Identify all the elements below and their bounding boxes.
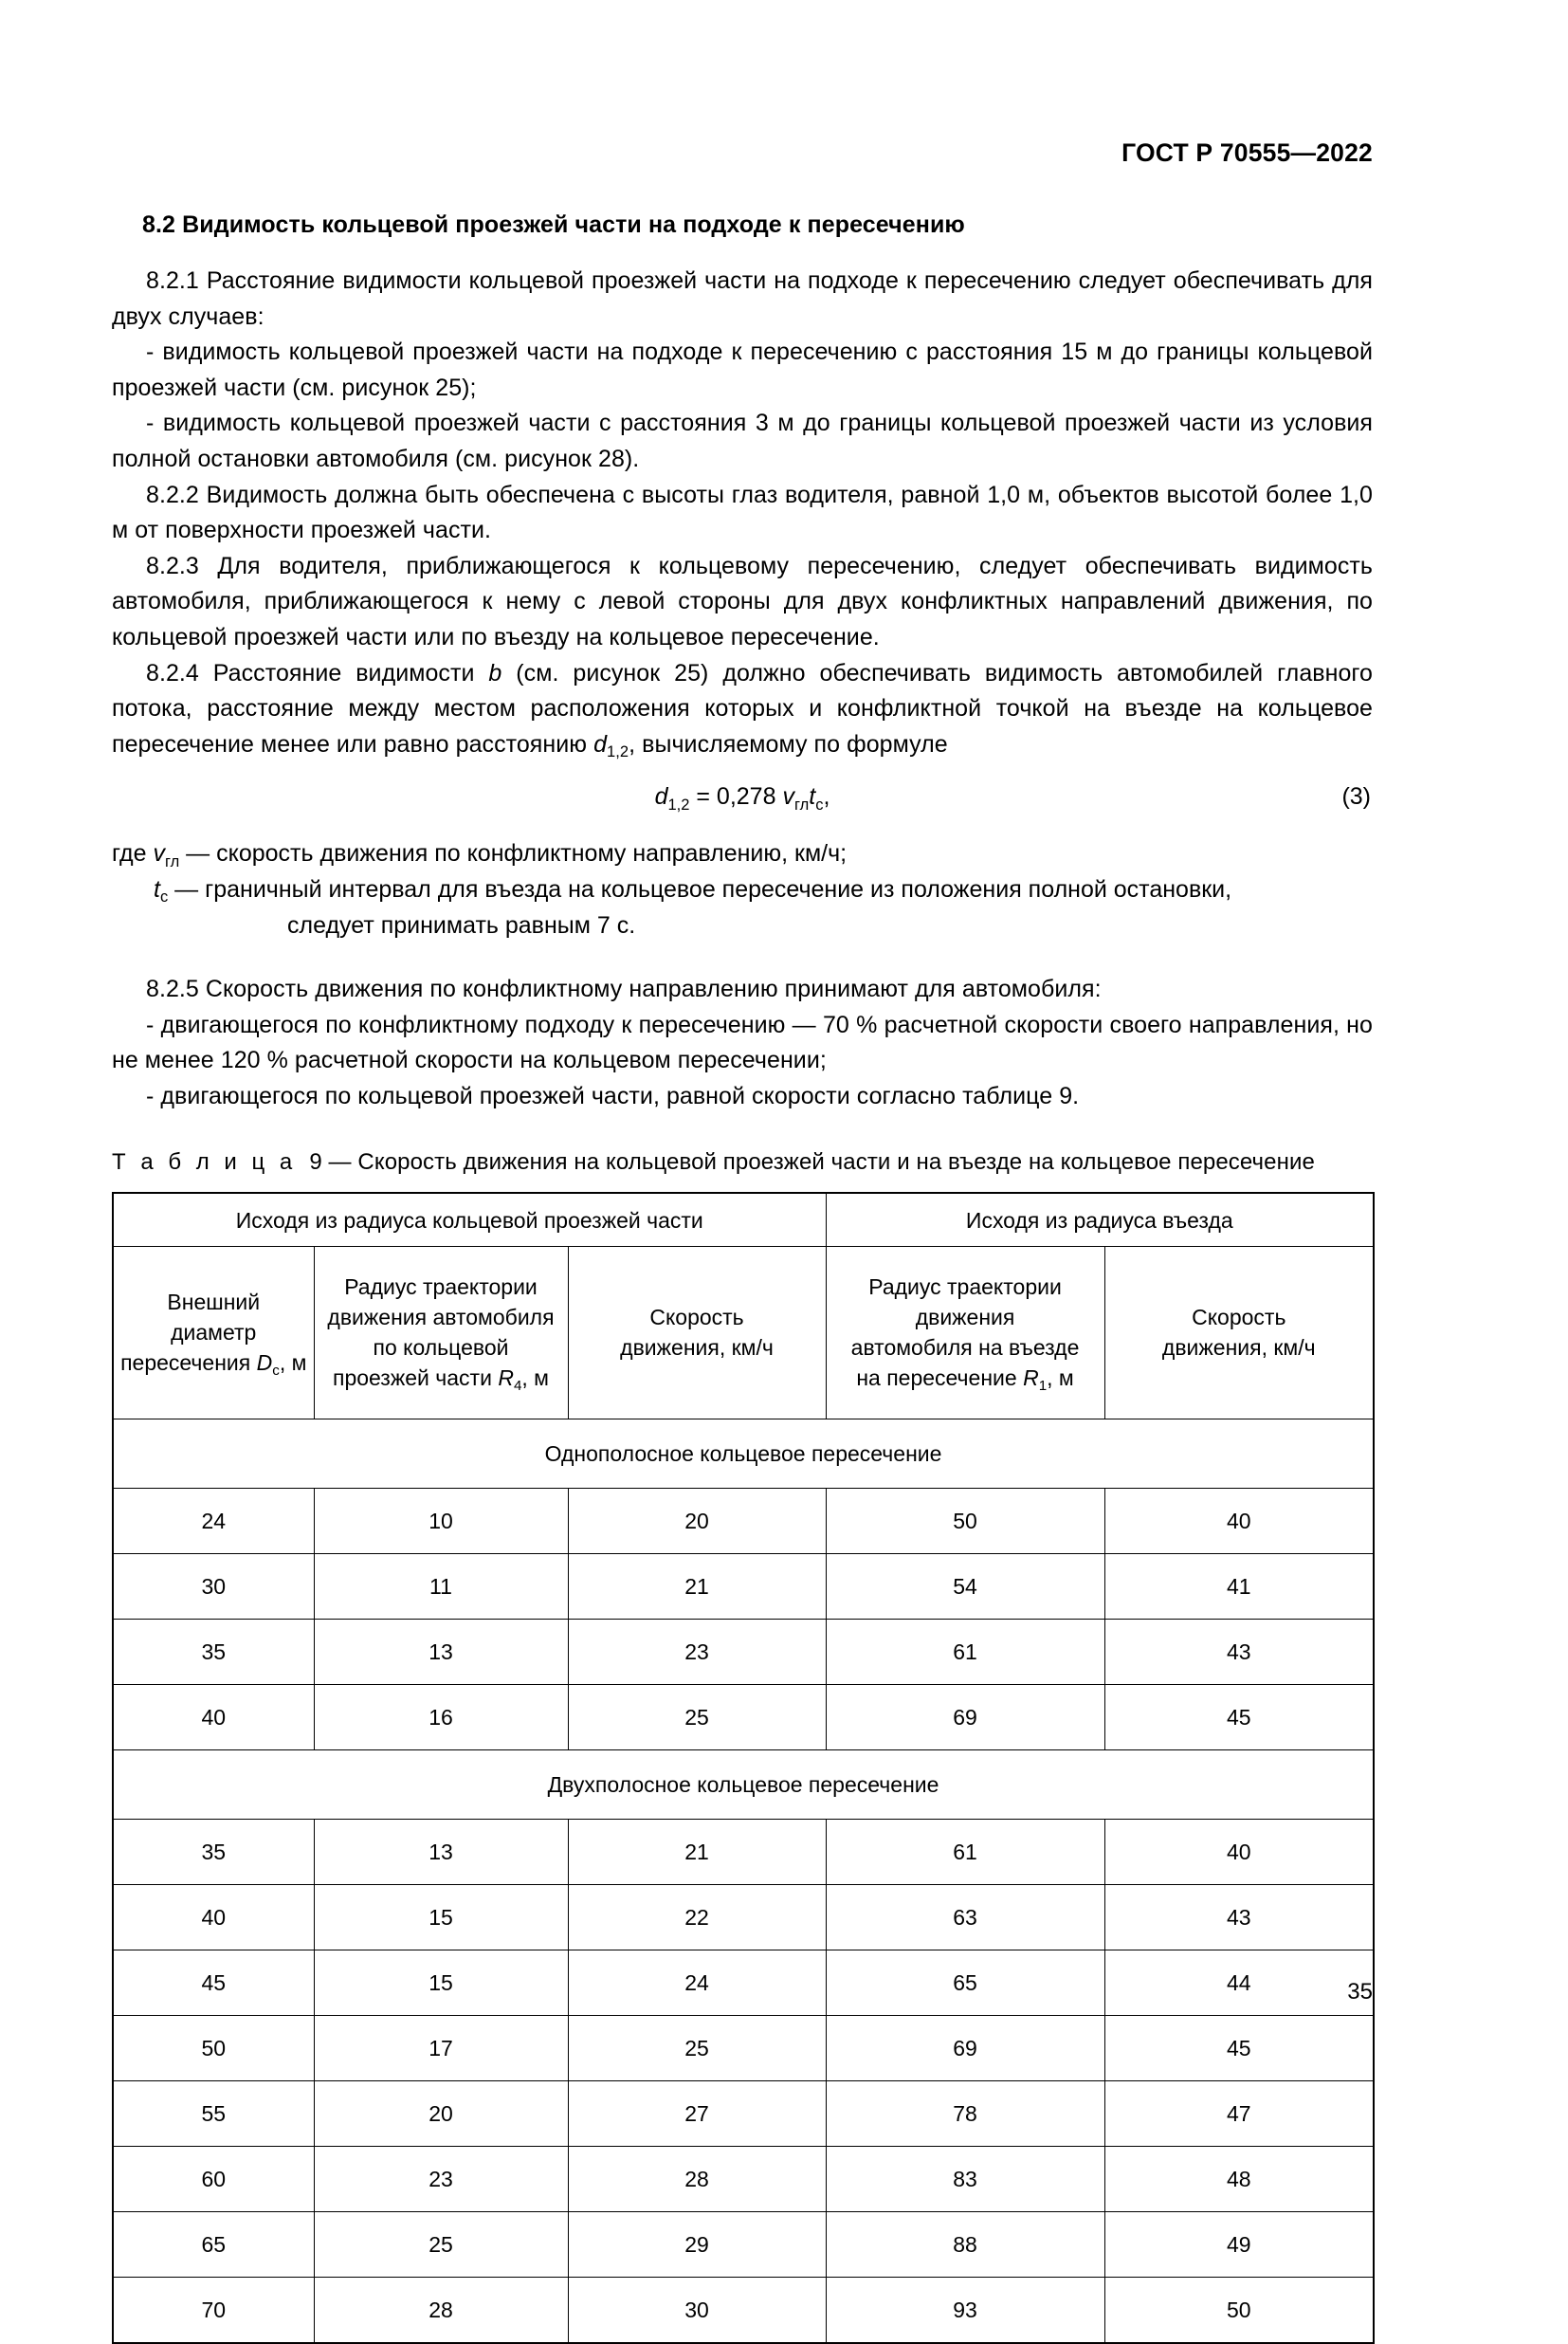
cell-ring-speed: 22 [568,1884,826,1950]
formula-lhs-var: d [654,783,668,811]
cell-entry-speed: 40 [1104,1819,1374,1884]
where-v-var: v [153,840,165,868]
body-text-block [112,264,1373,2344]
col-header-line-2: движения автомобиля [327,1305,555,1330]
where-t-var: t [154,875,160,903]
table-caption-space [297,1149,310,1175]
cell-entry-speed: 49 [1104,2211,1374,2277]
group-header-ring: Исходя из радиуса кольцевой проезжей части [113,1193,826,1246]
cell-entry-speed: 40 [1104,1488,1374,1553]
col-header-line-4: на пересечение [856,1365,1024,1391]
cell-entry-speed: 45 [1104,2015,1374,2080]
where-v-desc: — скорость движения по конфликтному направлению, км/ч; [179,840,848,868]
formula-comma: , [823,783,830,811]
col-header-sub: c [272,1363,280,1380]
list-item-dash-2: - видимость кольцевой проезжей части с расстояния 3 м до границы кольцевой проезжей части из условия полной остановки автомобиля (см. рисунок 28). [112,410,1373,472]
list-item-dash-1: - видимость кольцевой проезжей части на подходе к пересечению с расстояния 15 м до границы кольцевой проезжей части (см. рисунок 25); [112,339,1373,401]
p824-italic-d: d [593,730,608,758]
table-row [113,2146,1374,2211]
where-t-sub: с [159,888,169,906]
col-header-outer-diameter [113,1246,314,1419]
table-caption-dash: — [321,1149,358,1176]
col-header-ring-speed [568,1246,826,1419]
cell-entry-radius: 69 [826,1684,1104,1749]
formula-expression [112,783,1373,814]
cell-diameter: 30 [113,1553,314,1619]
table-row [113,2015,1374,2080]
col-header-sub: 4 [513,1378,522,1395]
paragraph-8-2-1: 8.2.1 Расстояние видимости кольцевой проезжей части на подходе к пересечению следует обеспечивать для двух случаев: [112,267,1373,330]
table-row [113,2277,1374,2343]
cell-diameter: 50 [113,2015,314,2080]
formula-row [112,762,1373,836]
cell-entry-radius: 54 [826,1553,1104,1619]
col-header-var: R [498,1365,514,1391]
table-row [113,1553,1374,1619]
col-header-line-4: проезжей части [332,1365,499,1391]
table-caption-text: Скорость движения на кольцевой проезжей части и на въезде на кольцевое пересечение [357,1149,1315,1176]
section-heading [142,211,965,239]
cell-entry-radius: 61 [826,1819,1104,1884]
formula-t-sub: с [815,796,824,814]
cell-entry-radius: 88 [826,2211,1104,2277]
table-band-row-single-lane [113,1419,1374,1488]
p824-mid: (см. рисунок 25) должно обеспечивать видимость автомобилей главного потока, расстояние между местом расположения которых и конфликтной точкой на въезде на кольцевое пересечение менее или равно расстоянию [112,659,1373,758]
col-header-entry-speed [1104,1246,1374,1419]
cell-entry-radius: 83 [826,2146,1104,2211]
cell-ring-speed: 27 [568,2080,826,2146]
list-item-dash-4: - двигающегося по кольцевой проезжей части, равной скорости согласно таблице 9. [146,1082,1080,1109]
table-row [113,1488,1374,1553]
cell-diameter: 60 [113,2146,314,2211]
standard-id: ГОСТ Р 70555—2022 [1121,138,1373,167]
table-band-row-two-lane [113,1749,1374,1819]
cell-ring-radius: 23 [314,2146,568,2211]
where-v-sub: гл [164,852,180,870]
col-header-var: R [1023,1365,1039,1391]
page-number: 35 [1347,1979,1373,2005]
section-heading-text: 8.2 Видимость кольцевой проезжей части на подходе к пересечению [142,211,965,238]
cell-ring-radius: 16 [314,1684,568,1749]
cell-ring-radius: 28 [314,2277,568,2343]
cell-entry-radius: 61 [826,1619,1104,1684]
where-line-t-cont: следует принимать равным 7 с. [287,911,636,939]
cell-entry-speed: 50 [1104,2277,1374,2343]
table-group-header-row [113,1193,1374,1246]
p824-sub-d: 1,2 [607,742,629,760]
col-header-line-3: автомобиля на въезде [850,1335,1080,1361]
cell-diameter: 40 [113,1684,314,1749]
p824-lead: 8.2.4 Расстояние видимости [146,659,489,687]
cell-entry-speed: 47 [1104,2080,1374,2146]
paragraph-8-2-2: 8.2.2 Видимость должна быть обеспечена с высоты глаз водителя, равной 1,0 м, объектов высотой более 1,0 м от поверхности проезжей части. [112,481,1373,544]
formula-v-sub: гл [793,796,810,814]
cell-ring-speed: 23 [568,1619,826,1684]
cell-diameter: 70 [113,2277,314,2343]
cell-ring-speed: 29 [568,2211,826,2277]
cell-ring-speed: 30 [568,2277,826,2343]
table-caption-number: 9 [309,1149,322,1176]
cell-entry-speed: 48 [1104,2146,1374,2211]
cell-ring-radius: 10 [314,1488,568,1553]
col-header-entry-radius [826,1246,1104,1419]
cell-ring-radius: 11 [314,1553,568,1619]
group-header-entry: Исходя из радиуса въезда [826,1193,1374,1246]
table-row [113,1884,1374,1950]
formula-lhs-sub: 1,2 [667,796,690,814]
p824-tail: , вычисляемому по формуле [629,730,948,758]
cell-ring-speed: 25 [568,2015,826,2080]
col-header-line-2: движения, км/ч [1161,1335,1316,1361]
col-header-line-2: движения [915,1305,1015,1330]
col-header-line-2: движения, км/ч [620,1335,774,1361]
cell-entry-speed: 45 [1104,1684,1374,1749]
paragraph-8-2-5: 8.2.5 Скорость движения по конфликтному направлению принимают для автомобиля: [146,976,1102,1003]
table-row [113,1819,1374,1884]
list-item-dash-3: - двигающегося по конфликтному подходу к пересечению — 70 % расчетной скорости своего направления, но не менее 120 % расчетной скорости на кольцевом пересечении; [112,1011,1373,1074]
table-row [113,2080,1374,2146]
cell-ring-speed: 25 [568,1684,826,1749]
cell-ring-radius: 13 [314,1819,568,1884]
formula-t-var: t [809,783,816,811]
cell-diameter: 24 [113,1488,314,1553]
cell-entry-speed: 44 [1104,1950,1374,2015]
col-header-var: D [256,1350,273,1376]
col-header-line-1: Радиус траектории [344,1274,538,1300]
table-row [113,2211,1374,2277]
cell-ring-radius: 25 [314,2211,568,2277]
band-label-two-lane: Двухполосное кольцевое пересечение [113,1749,1374,1819]
col-header-unit: , м [279,1350,307,1376]
table-caption-label: Т а б л и ц а [112,1149,297,1176]
table-row [113,1619,1374,1684]
col-header-line-3: пересечения [120,1350,257,1376]
col-header-unit: , м [1047,1365,1074,1391]
cell-diameter: 35 [113,1819,314,1884]
where-prefix: где [112,840,154,868]
where-t-desc: — граничный интервал для въезда на кольцевое пересечение из положения полной остановки, [168,875,1232,903]
cell-diameter: 40 [113,1884,314,1950]
table-caption [112,1146,1373,1179]
cell-entry-speed: 43 [1104,1884,1374,1950]
cell-entry-radius: 65 [826,1950,1104,2015]
cell-diameter: 65 [113,2211,314,2277]
speed-table [112,1192,1375,2344]
cell-entry-speed: 43 [1104,1619,1374,1684]
table-column-header-row [113,1246,1374,1419]
cell-ring-speed: 28 [568,2146,826,2211]
cell-ring-radius: 15 [314,1884,568,1950]
cell-entry-radius: 63 [826,1884,1104,1950]
cell-entry-speed: 41 [1104,1553,1374,1619]
document-header [112,140,1373,166]
col-header-line-1: Радиус траектории [868,1274,1062,1300]
col-header-line-1: Скорость [1192,1305,1286,1330]
p824-italic-b: b [488,659,502,687]
cell-ring-speed: 20 [568,1488,826,1553]
cell-diameter: 55 [113,2080,314,2146]
table-row [113,1684,1374,1749]
cell-entry-radius: 50 [826,1488,1104,1553]
cell-ring-radius: 17 [314,2015,568,2080]
col-header-sub: 1 [1038,1378,1048,1395]
cell-entry-radius: 78 [826,2080,1104,2146]
cell-entry-radius: 69 [826,2015,1104,2080]
col-header-ring-radius [314,1246,568,1419]
cell-ring-radius: 13 [314,1619,568,1684]
cell-ring-radius: 20 [314,2080,568,2146]
paragraph-8-2-4 [112,656,1373,763]
cell-ring-speed: 24 [568,1950,826,2015]
col-header-line-1: Внешний [167,1290,261,1315]
cell-ring-speed: 21 [568,1819,826,1884]
cell-diameter: 45 [113,1950,314,2015]
where-line-v [112,836,1373,872]
cell-ring-radius: 15 [314,1950,568,2015]
paragraph-8-2-3: 8.2.3 Для водителя, приближающегося к кольцевому пересечению, следует обеспечивать видимость автомобиля, приближающегося к нему с левой стороны для двух конфликтных направлений движения, по кольцевой проезжей части или по въезду на кольцевое пересечение. [112,552,1373,650]
col-header-line-2: диаметр [171,1320,257,1346]
where-line-t [112,872,1373,908]
cell-ring-speed: 21 [568,1553,826,1619]
formula-v-var: v [782,783,794,811]
formula-equals: = 0,278 [689,783,783,811]
cell-entry-radius: 93 [826,2277,1104,2343]
formula-number: (3) [1341,783,1371,811]
col-header-line-1: Скорость [649,1305,744,1330]
col-header-unit: , м [521,1365,549,1391]
col-header-line-3: по кольцевой [373,1335,509,1361]
band-label-single-lane: Однополосное кольцевое пересечение [113,1419,1374,1488]
cell-diameter: 35 [113,1619,314,1684]
